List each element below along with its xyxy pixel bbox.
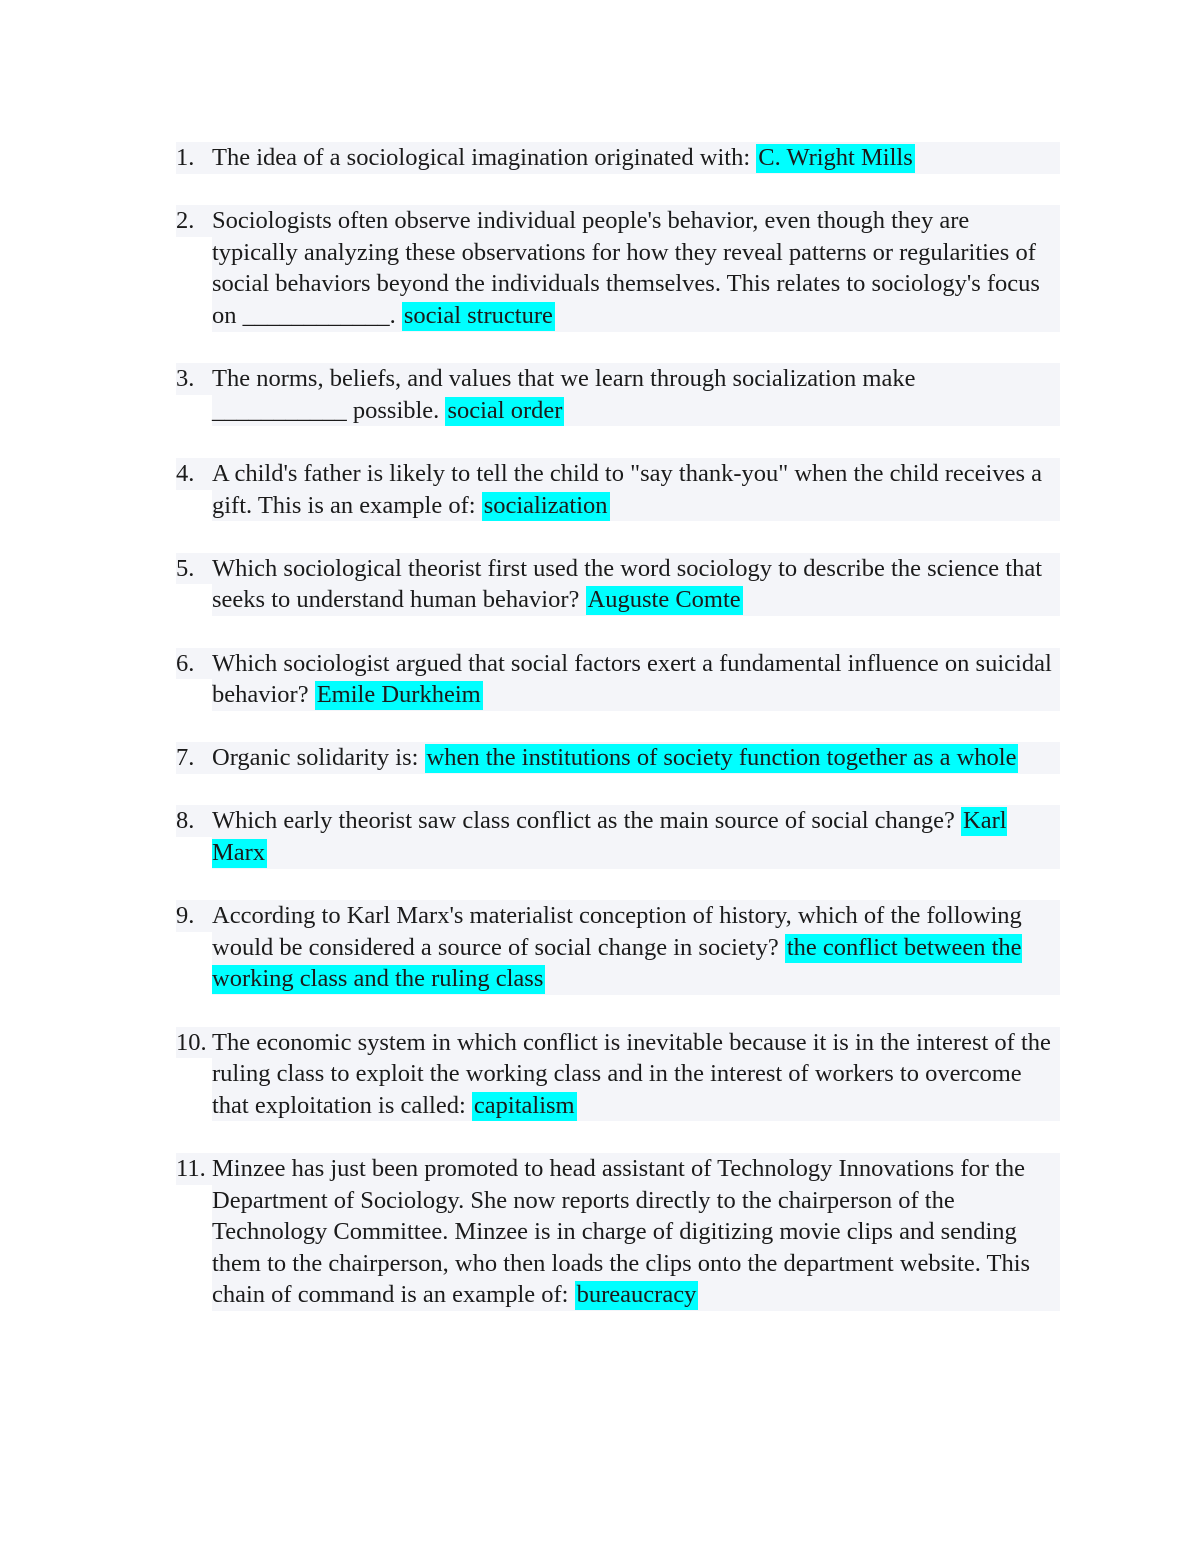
question-number: 1.	[176, 142, 212, 174]
question-body	[212, 805, 1060, 868]
question-text: The norms, beliefs, and values that we learn through socialization make ___________ possible.	[212, 365, 916, 424]
question-number: 8.	[176, 805, 212, 837]
question-text: Sociologists often observe individual people's behavior, even though they are typically analyzing these observations for how they reveal patterns or regularities of social behaviors beyond the individuals themselves. This relates to sociology's focus on ____________.	[212, 207, 1040, 329]
question-text: A child's father is likely to tell the child to "say thank-you" when the child receives a gift. This is an example of:	[212, 459, 1042, 519]
question-body	[212, 1027, 1060, 1122]
question-number: 4.	[176, 458, 212, 490]
answer-highlight: when the institutions of society function together as a whole	[426, 744, 1017, 772]
question-body	[212, 648, 1060, 711]
question-item	[176, 205, 1060, 331]
question-text: Minzee has just been promoted to head assistant of Technology Innovations for the Department of Sociology. She now reports directly to the chairperson of the Technology Committee. Minzee is in charge of digitizing movie clips and sending them to the chairperson, who then loads the clips onto the department website. This chain of command is an example of:	[212, 1155, 1031, 1309]
question-body	[212, 553, 1060, 616]
question-number: 2.	[176, 205, 212, 237]
question-number: 11.	[176, 1153, 212, 1185]
question-list	[176, 142, 1060, 1311]
question-body	[212, 742, 1060, 774]
question-text: Which early theorist saw class conflict as the main source of social change?	[212, 807, 962, 835]
question-text: According to Karl Marx's materialist conception of history, which of the following would be considered a source of social change in society?	[212, 902, 1022, 961]
answer-highlight: social order	[447, 396, 563, 424]
question-item	[176, 805, 1060, 868]
question-number: 6.	[176, 648, 212, 680]
answer-highlight: social structure	[403, 301, 553, 329]
question-text: The economic system in which conflict is inevitable because it is in the interest of the ruling class to exploit the working class and in the interest of workers to overcome that exploitation is called:	[212, 1028, 1051, 1119]
question-item	[176, 458, 1060, 521]
question-text: Which sociologist argued that social factors exert a fundamental influence on suicidal behavior?	[212, 649, 1052, 709]
answer-highlight: bureaucracy	[576, 1281, 697, 1309]
answer-highlight: capitalism	[473, 1091, 575, 1119]
question-body	[212, 1153, 1060, 1311]
question-item	[176, 1027, 1060, 1122]
question-number: 7.	[176, 742, 212, 774]
question-item	[176, 142, 1060, 174]
answer-highlight: Auguste Comte	[587, 586, 741, 614]
question-item	[176, 363, 1060, 426]
answer-highlight: socialization	[483, 491, 608, 519]
question-item	[176, 742, 1060, 774]
answer-highlight: C. Wright Mills	[758, 144, 913, 171]
answer-highlight: Karl Marx	[212, 807, 1007, 867]
question-body	[212, 458, 1060, 521]
question-number: 9.	[176, 900, 212, 932]
question-text: The idea of a sociological imagination originated with:	[212, 144, 757, 171]
question-item	[176, 900, 1060, 995]
answer-highlight: the conflict between the working class and the ruling class	[212, 933, 1022, 993]
question-item	[176, 1153, 1060, 1311]
question-number: 10.	[176, 1027, 212, 1059]
question-body	[212, 900, 1060, 995]
question-body	[212, 363, 1060, 426]
question-body	[212, 142, 1060, 174]
question-item	[176, 648, 1060, 711]
question-number: 5.	[176, 553, 212, 585]
question-number: 3.	[176, 363, 212, 395]
question-text: Organic solidarity is:	[212, 744, 425, 772]
question-body	[212, 205, 1060, 331]
question-text: Which sociological theorist first used the word sociology to describe the science that seeks to understand human behavior?	[212, 554, 1043, 614]
question-item	[176, 553, 1060, 616]
answer-highlight: Emile Durkheim	[316, 681, 481, 709]
